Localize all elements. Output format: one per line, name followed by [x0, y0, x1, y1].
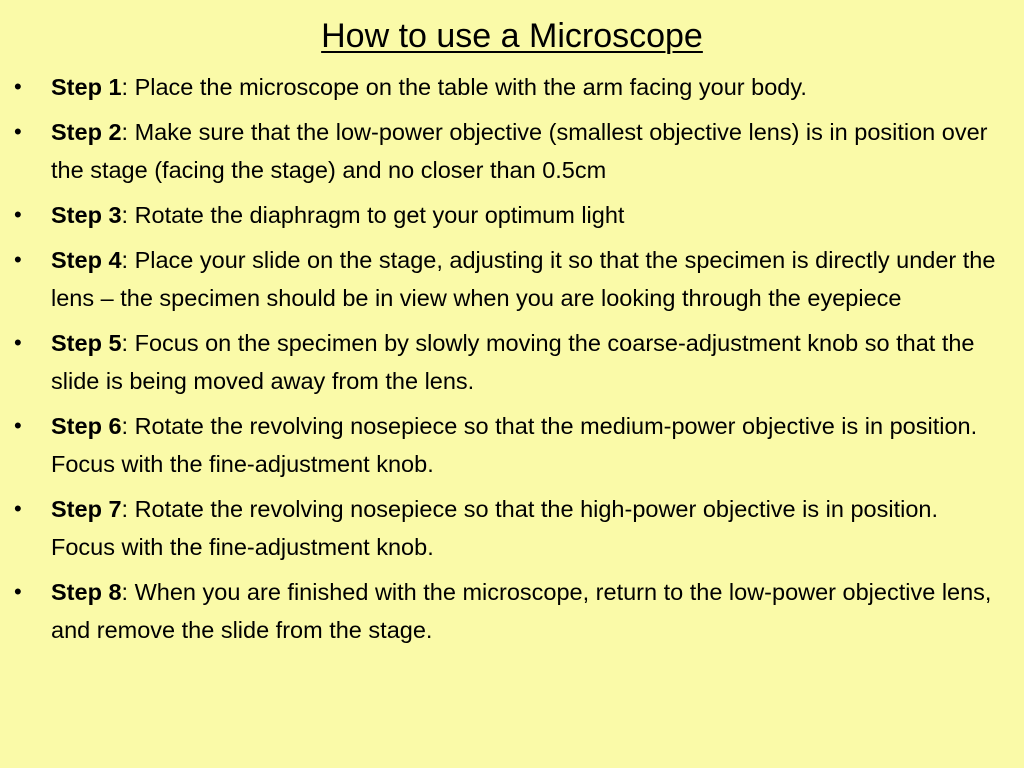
bullet-icon: •: [14, 119, 22, 144]
list-item: [0, 241, 1010, 317]
step-text: : Rotate the revolving nosepiece so that the medium-power objective is in position. Focus with the fine-adjustment knob.: [51, 413, 978, 477]
step-text: : Rotate the diaphragm to get your optimum light: [121, 202, 625, 228]
step-text: : Focus on the specimen by slowly moving the coarse-adjustment knob so that the slide is being moved away from the lens.: [51, 330, 975, 394]
step-content: [51, 573, 998, 649]
step-label: Step 7: [51, 496, 122, 522]
list-item: [0, 196, 1010, 234]
step-label: Step 1: [51, 74, 122, 100]
step-text: : Make sure that the low-power objective (smallest objective lens) is in position over the stage (facing the stage) and no closer than 0.5cm: [51, 119, 988, 183]
step-label: Step 3: [51, 202, 122, 228]
step-label: Step 8: [51, 579, 122, 605]
bullet-icon: •: [14, 579, 22, 604]
bullet-icon: •: [14, 74, 22, 99]
step-text: : When you are finished with the microscope, return to the low-power objective lens, and remove the slide from the stage.: [51, 579, 992, 643]
list-item: [0, 68, 1010, 106]
step-text: : Place your slide on the stage, adjusting it so that the specimen is directly under the lens – the specimen should be in view when you are looking through the eyepiece: [51, 247, 996, 311]
step-content: [51, 241, 998, 317]
bullet-icon: •: [14, 413, 22, 438]
bullet-icon: •: [14, 202, 22, 227]
steps-list: [0, 68, 1010, 656]
list-item: [0, 573, 1010, 649]
step-content: [51, 490, 998, 566]
step-content: [51, 113, 998, 189]
list-item: [0, 324, 1010, 400]
step-content: [51, 324, 998, 400]
step-label: Step 5: [51, 330, 122, 356]
list-item: [0, 407, 1010, 483]
bullet-icon: •: [14, 330, 22, 355]
step-content: [51, 68, 998, 106]
bullet-icon: •: [14, 496, 22, 521]
list-item: [0, 113, 1010, 189]
step-label: Step 2: [51, 119, 122, 145]
step-text: : Rotate the revolving nosepiece so that the high-power objective is in position. Focus with the fine-adjustment knob.: [51, 496, 938, 560]
list-item: [0, 490, 1010, 566]
step-content: [51, 407, 998, 483]
step-content: [51, 196, 998, 234]
bullet-icon: •: [14, 247, 22, 272]
step-label: Step 6: [51, 413, 122, 439]
slide-title: How to use a Microscope: [321, 17, 703, 55]
step-text: : Place the microscope on the table with the arm facing your body.: [121, 74, 807, 100]
step-label: Step 4: [51, 247, 122, 273]
